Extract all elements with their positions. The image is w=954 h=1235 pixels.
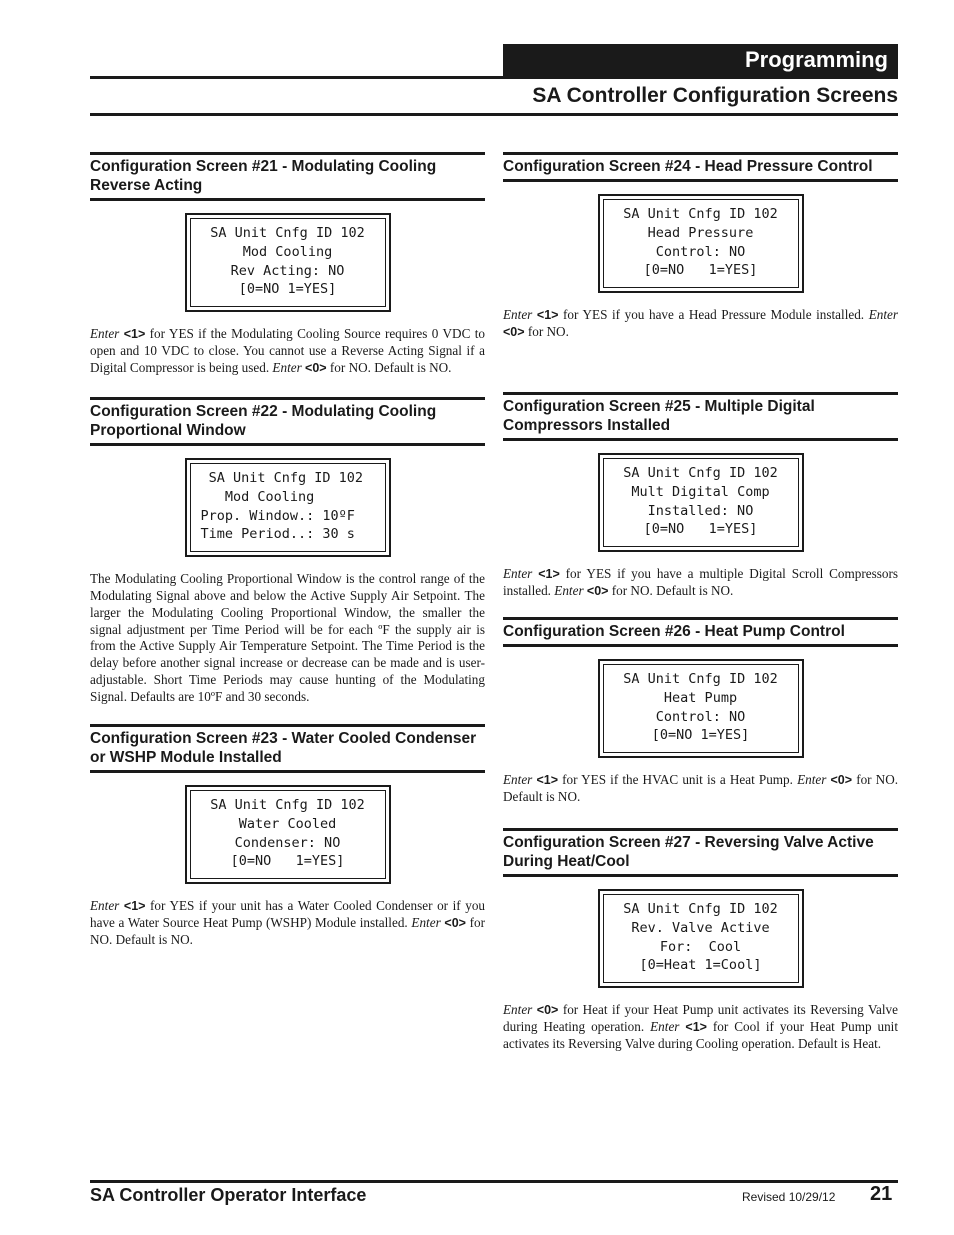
lcd-text: SA Unit Cnfg ID 102 Water Cooled Condenser: NO [0=NO 1=YES] xyxy=(190,790,386,879)
section-title: Configuration Screen #24 - Head Pressure Control xyxy=(503,152,898,182)
section-description: Enter <1> for YES if the HVAC unit is a Heat Pump. Enter <0> for NO. Default is NO. xyxy=(503,772,899,804)
section-screen-25 xyxy=(503,392,898,600)
section-screen-23 xyxy=(90,724,485,949)
footer-rule xyxy=(90,1180,898,1183)
section-screen-27 xyxy=(503,828,898,1053)
section-title: Configuration Screen #27 - Reversing Valve Active During Heat/Cool xyxy=(503,828,898,877)
section-description: Enter <1> for YES if you have a Head Pressure Module installed. Enter <0> for NO. xyxy=(503,307,898,339)
page-number: 21 xyxy=(870,1183,893,1205)
lcd-text: SA Unit Cnfg ID 102 Mod Cooling Prop. Window.: 10ºF Time Period..: 30 s xyxy=(190,463,386,552)
section-title: Configuration Screen #25 - Multiple Digital Compressors Installed xyxy=(503,392,898,441)
section-banner xyxy=(503,44,898,78)
section-description: The Modulating Cooling Proportional Window is the control range of the Modulating Signal above and below the Active Supply Air Setpoint. The larger the Modulating Cooling Proportional Window, the smaller the signal adjustment per Time Period will be for each ºF the supply air is from the Active Supply Air Temperature Setpoint. The Time Period is the delay before another signal increase or decrease can be made and is user-adjustable. Short Time Periods may cause hunting of the Modulating Signal. Defaults are 10ºF and 30 seconds. xyxy=(90,571,485,704)
lcd-display xyxy=(185,785,391,884)
lcd-display xyxy=(598,659,804,758)
section-description: Enter <0> for Heat if your Heat Pump unit activates its Reversing Valve during Heating operation. Enter <1> for Cool if your Heat Pump unit activates its Reversing Valve during Cooling operation. Default is Heat. xyxy=(503,1002,899,1051)
header-rule xyxy=(90,76,898,79)
section-description: Enter <1> for YES if you have a multiple Digital Scroll Compressors installed. Enter <0> for NO. Default is NO. xyxy=(503,566,898,598)
section-screen-22 xyxy=(90,397,485,706)
section-title: Configuration Screen #21 - Modulating Cooling Reverse Acting xyxy=(90,152,485,201)
footer-title: SA Controller Operator Interface xyxy=(90,1185,367,1205)
lcd-text: SA Unit Cnfg ID 102 Rev. Valve Active For: Cool [0=Heat 1=Cool] xyxy=(603,894,799,983)
lcd-text: SA Unit Cnfg ID 102 Mod Cooling Rev Acting: NO [0=NO 1=YES] xyxy=(190,218,386,307)
section-screen-21 xyxy=(90,152,485,377)
lcd-text: SA Unit Cnfg ID 102 Heat Pump Control: NO [0=NO 1=YES] xyxy=(603,664,799,753)
section-title: Configuration Screen #23 - Water Cooled Condenser or WSHP Module Installed xyxy=(90,724,485,773)
section-title: Configuration Screen #26 - Heat Pump Control xyxy=(503,617,898,647)
section-screen-26 xyxy=(503,617,898,806)
page-title: SA Controller Configuration Screens xyxy=(532,84,898,107)
section-title: Configuration Screen #22 - Modulating Cooling Proportional Window xyxy=(90,397,485,446)
lcd-display xyxy=(185,458,391,557)
section-screen-24 xyxy=(503,152,898,341)
lcd-display xyxy=(598,194,804,293)
lcd-text: SA Unit Cnfg ID 102 Mult Digital Comp Installed: NO [0=NO 1=YES] xyxy=(603,458,799,547)
lcd-display xyxy=(185,213,391,312)
title-rule xyxy=(90,113,898,116)
lcd-display xyxy=(598,889,804,988)
lcd-text: SA Unit Cnfg ID 102 Head Pressure Control: NO [0=NO 1=YES] xyxy=(603,199,799,288)
section-description: Enter <1> for YES if your unit has a Water Cooled Condenser or if you have a Water Source Heat Pump (WSHP) Module installed. Enter <0> for NO. Default is NO. xyxy=(90,898,486,947)
section-description: Enter <1> for YES if the Modulating Cooling Source requires 0 VDC to open and 10 VDC to close. You cannot use a Reverse Acting Signal if a Digital Compressor is being used. Enter <0> for NO. Default is NO. xyxy=(90,326,486,375)
revision-date: Revised 10/29/12 xyxy=(742,1190,836,1204)
lcd-display xyxy=(598,453,804,552)
section-label: Programming xyxy=(744,47,888,72)
